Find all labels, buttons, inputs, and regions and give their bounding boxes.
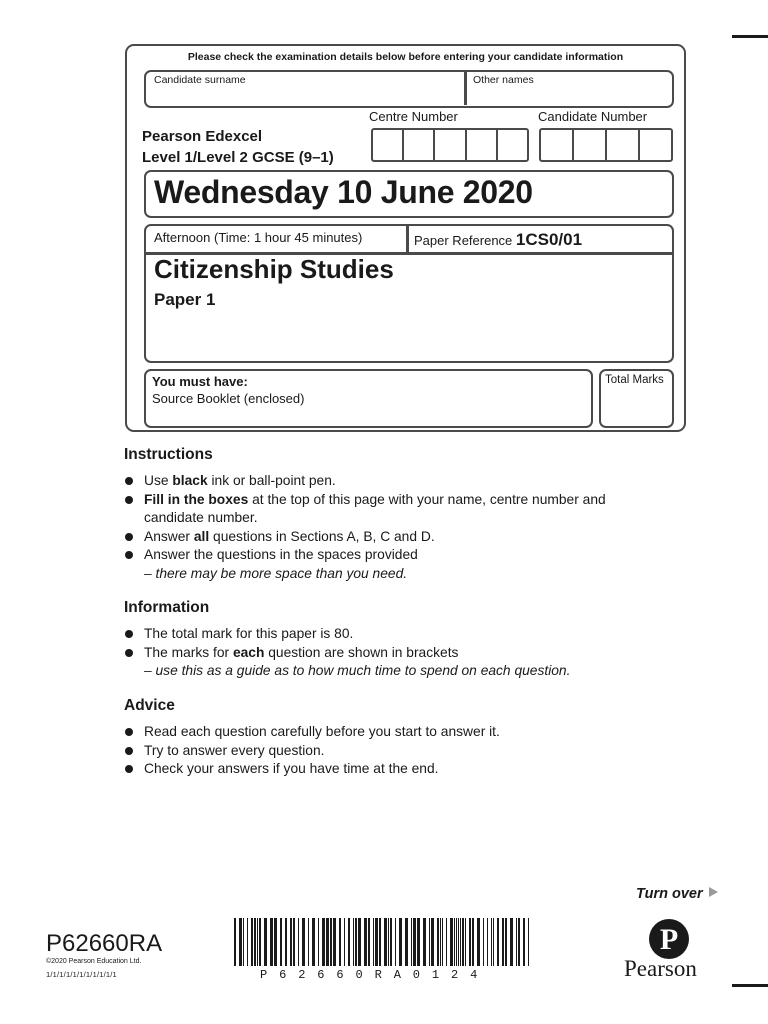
must-have-label: You must have:	[152, 374, 248, 389]
barcode-bar	[353, 918, 354, 966]
pearson-logo-icon	[649, 919, 689, 959]
barcode-bar	[264, 918, 267, 966]
candidate-details-panel	[125, 44, 686, 432]
barcode-bar	[431, 918, 434, 966]
barcode-bar	[254, 918, 256, 966]
barcode-bar	[528, 918, 529, 966]
centre-number-cell[interactable]	[498, 130, 527, 160]
barcode-bar	[477, 918, 480, 966]
copyright: ©2020 Pearson Education Ltd.	[46, 958, 142, 965]
centre-number-boxes[interactable]	[371, 128, 529, 162]
item-text: Try to answer every question.	[144, 742, 325, 758]
item-emphasis: Fill in the boxes	[144, 491, 249, 507]
print-codes: 1/1/1/1/1/1/1/1/1/1/1	[46, 970, 117, 979]
barcode-bar	[497, 918, 499, 966]
barcode-bar	[247, 918, 248, 966]
barcode-bar	[312, 918, 315, 966]
item-text-end: at the top of this page with your name, centre number and candidate number.	[144, 491, 606, 525]
barcode-bar	[446, 918, 447, 966]
barcode-bar	[251, 918, 253, 966]
barcode-bar	[483, 918, 484, 966]
information-item	[124, 625, 644, 644]
barcode-bar	[293, 918, 295, 966]
turn-over	[636, 886, 718, 902]
corner-registration-mark-bottom	[732, 984, 768, 987]
centre-number-cell[interactable]	[435, 130, 466, 160]
advice-item	[124, 760, 644, 779]
bullet-icon	[125, 728, 133, 736]
candidate-name-box	[144, 70, 674, 108]
barcode-bar	[379, 918, 381, 966]
barcode-bar	[274, 918, 277, 966]
paper-code: P62660RA	[46, 930, 163, 957]
barcode-bar	[469, 918, 471, 966]
item-emphasis: each	[232, 644, 265, 660]
centre-number-cell[interactable]	[373, 130, 404, 160]
barcode-bar	[330, 918, 332, 966]
session-time: Afternoon (Time: 1 hour 45 minutes)	[154, 230, 363, 245]
centre-number-cell[interactable]	[404, 130, 435, 160]
candidate-surname-label: Candidate surname	[154, 74, 246, 86]
barcode-bar	[462, 918, 464, 966]
exam-board	[142, 126, 334, 168]
paper-reference-code: 1CS0/01	[515, 230, 583, 249]
centre-number-label: Centre Number	[369, 109, 458, 124]
requirements-box	[144, 369, 593, 428]
candidate-number-cell[interactable]	[541, 130, 574, 160]
barcode-bar	[308, 918, 309, 966]
barcode-bar	[518, 918, 520, 966]
bullet-icon	[125, 551, 133, 559]
barcode-bar	[465, 918, 466, 966]
advice-list	[124, 723, 644, 779]
turn-over-arrow-icon	[709, 887, 718, 897]
item-text-end: ink or ball-point pen.	[207, 473, 336, 488]
barcode-bar	[375, 918, 378, 966]
item-text-end: questions in Sections A, B, C and D.	[209, 528, 435, 544]
item-note: – there may be more space than you need.	[144, 565, 408, 581]
instructions-list	[124, 472, 644, 583]
barcode-bar	[373, 918, 374, 966]
bullet-icon	[125, 765, 133, 773]
barcode-bar	[411, 918, 412, 966]
barcode-bar	[355, 918, 357, 966]
item-text: Read each question carefully before you start to answer it.	[144, 724, 500, 739]
barcode-bar	[358, 918, 361, 966]
item-text: The marks for	[144, 644, 233, 660]
candidate-number-boxes[interactable]	[539, 128, 673, 162]
barcode-bar	[423, 918, 426, 966]
barcode-bar	[454, 918, 455, 966]
barcode-bar	[456, 918, 457, 966]
barcode-bar	[460, 918, 461, 966]
barcode-bar	[440, 918, 441, 966]
barcode-bar	[450, 918, 453, 966]
barcode-bar	[487, 918, 488, 966]
paper-number: Paper 1	[154, 290, 216, 309]
barcode-bar	[405, 918, 408, 966]
reference-divider	[406, 226, 409, 252]
barcode-bar	[326, 918, 329, 966]
instructions-item	[124, 546, 644, 583]
item-text-end: question are shown in brackets	[264, 644, 459, 660]
bullet-icon	[125, 533, 133, 541]
barcode-bar	[322, 918, 325, 966]
barcode-bar	[243, 918, 244, 966]
header-note: Please check the examination details below before entering your candidate information	[187, 51, 624, 63]
information-item	[124, 644, 644, 681]
pearson-wordmark: Pearson	[624, 956, 697, 981]
advice-item	[124, 742, 644, 761]
barcode-bar	[259, 918, 261, 966]
barcode-bar	[399, 918, 402, 966]
barcode-bar	[333, 918, 336, 966]
item-text: Answer	[144, 528, 194, 544]
item-text: Check your answers if you have time at the end.	[144, 761, 439, 776]
exam-date: Wednesday 10 June 2020	[154, 174, 533, 210]
must-have-item: Source Booklet (enclosed)	[152, 391, 305, 406]
item-text: Use	[144, 473, 173, 488]
advice-item	[124, 723, 644, 742]
exam-date-box	[144, 170, 674, 218]
item-emphasis: all	[193, 528, 210, 544]
barcode-bar	[437, 918, 439, 966]
barcode-bar	[442, 918, 443, 966]
paper-reference	[414, 230, 582, 250]
board-name: Pearson Edexcel	[142, 128, 263, 145]
barcode-bar	[502, 918, 504, 966]
paper-reference-label: Paper Reference	[414, 233, 513, 248]
barcode-bar	[234, 918, 236, 966]
barcode-bar	[270, 918, 273, 966]
barcode	[232, 918, 534, 970]
bullet-icon	[125, 747, 133, 755]
item-text: Answer the questions in the spaces provided	[144, 547, 418, 562]
instructions-item	[124, 528, 644, 547]
barcode-bar	[302, 918, 305, 966]
barcode-bar	[429, 918, 430, 966]
candidate-number-cell[interactable]	[607, 130, 640, 160]
barcode-bar	[384, 918, 387, 966]
total-marks-label: Total Marks	[605, 374, 664, 386]
barcode-bar	[348, 918, 350, 966]
barcode-bar	[298, 918, 299, 966]
barcode-bar	[516, 918, 517, 966]
bullet-icon	[125, 630, 133, 638]
barcode-bar	[339, 918, 341, 966]
subject-title: Citizenship Studies	[154, 254, 394, 284]
advice-heading: Advice	[124, 697, 175, 714]
total-marks-box[interactable]	[599, 369, 674, 428]
information-heading: Information	[124, 599, 210, 616]
turn-over-label: Turn over	[636, 886, 703, 902]
barcode-text: P62660RA0124	[260, 968, 490, 982]
name-divider	[464, 72, 467, 105]
barcode-bar	[290, 918, 292, 966]
item-note: – use this as a guide as to how much time to spend on each question.	[144, 663, 571, 678]
instructions-heading: Instructions	[124, 446, 213, 463]
candidate-number-label: Candidate Number	[538, 109, 648, 124]
barcode-bar	[395, 918, 396, 966]
barcode-bar	[239, 918, 242, 966]
barcode-bar	[344, 918, 345, 966]
board-level: Level 1/Level 2 GCSE (9–1)	[142, 149, 334, 166]
item-emphasis: black	[172, 473, 208, 488]
corner-registration-mark-top	[732, 35, 768, 38]
bullet-icon	[125, 477, 133, 485]
barcode-bar	[493, 918, 494, 966]
barcode-bar	[280, 918, 282, 966]
barcode-bar	[285, 918, 287, 966]
barcode-bar	[390, 918, 392, 966]
barcode-bar	[523, 918, 525, 966]
other-names-label: Other names	[473, 74, 534, 86]
barcode-bar	[417, 918, 420, 966]
barcode-bar	[505, 918, 507, 966]
bullet-icon	[125, 649, 133, 657]
paper-info-box	[144, 224, 674, 363]
barcode-bar	[388, 918, 389, 966]
barcode-bar	[364, 918, 367, 966]
item-text: The total mark for this paper is 80.	[144, 626, 354, 641]
barcode-bar	[491, 918, 492, 966]
barcode-bar	[413, 918, 416, 966]
barcode-bar	[257, 918, 258, 966]
barcode-bar	[510, 918, 513, 966]
barcode-bar	[368, 918, 370, 966]
candidate-number-cell[interactable]	[574, 130, 607, 160]
barcode-bar	[318, 918, 319, 966]
candidate-number-cell[interactable]	[640, 130, 671, 160]
bullet-icon	[125, 496, 133, 504]
logo-letter: P	[659, 923, 679, 956]
instructions-item	[124, 472, 644, 491]
barcode-bar	[458, 918, 459, 966]
information-list	[124, 625, 644, 681]
instructions-item	[124, 491, 644, 528]
centre-number-cell[interactable]	[467, 130, 498, 160]
barcode-bar	[472, 918, 474, 966]
